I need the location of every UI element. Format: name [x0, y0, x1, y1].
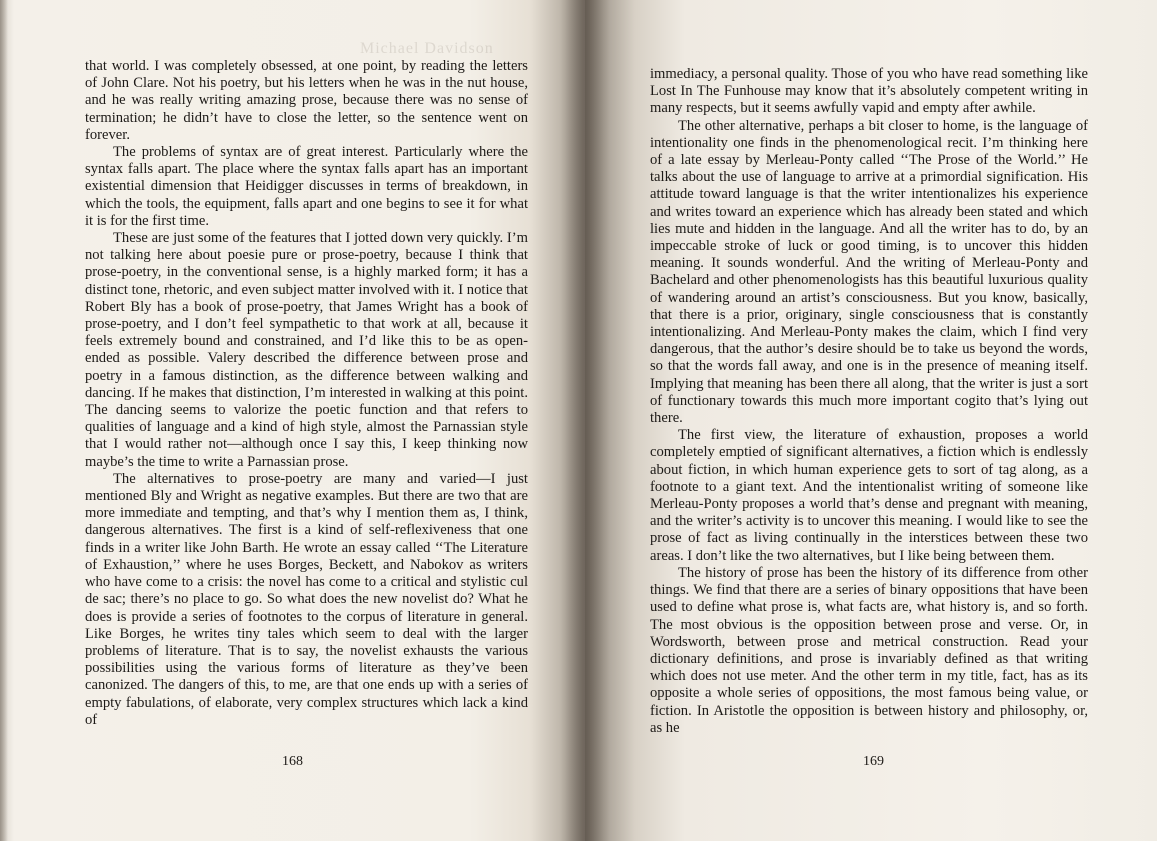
page-edge-shadow [0, 0, 8, 841]
paragraph: immediacy, a personal quality. Those of you who have read something like Lost In The Funhouse may know that it’s absolutely competent writing in many respects, but it seems awfully vapid and empty after awhile. [650, 66, 1088, 117]
paragraph: The history of prose has been the history of its difference from other things. We find that there are a series of binary oppositions that have been used to define what prose is, what facts are, what history is, and so forth. The most obvious is the opposition between prose and verse. Or, in Wordsworth, between prose and metrical construction. Read your dictionary definitions, and prose is invariably defined as that writing which does not use meter. And the other term in my title, fact, has as its opposite a whole series of oppositions, the most famous being value, or fiction. In Aristotle the opposition is between history and philosophy, or, as he [650, 564, 1088, 736]
right-page [585, 0, 1157, 841]
left-page-text [85, 58, 528, 729]
paragraph: The problems of syntax are of great interest. Particularly where the syntax falls apart. The place where the syntax falls apart has an important existential dimension that Heidigger discusses in terms of breakdown, in which the tools, the equipment, falls apart and one begins to see it for what it is for the first time. [85, 144, 528, 229]
page-number: 169 [863, 754, 884, 769]
paragraph: These are just some of the features that I jotted down very quickly. I’m not talking here about poesie pure or prose-poetry, because I think that prose-poetry, in the conventional sense, is a highly marked form; it has a distinct tone, rhetoric, and even subject matter involved with it. I notice that Robert Bly has a book of prose-poetry, that James Wright has a book of prose-poetry, and I don’t feel sympathetic to that work at all, because it feels extremely bound and constrained, and I’d like this to be as open-ended as possible. Valery described the difference between prose and poetry in a famous distinction, as the difference between walking and dancing. If he makes that distinction, I’m interested in walking at this point. The dancing seems to valorize the poetic function and that refers to qualities of language and a kind of high style, almost the Parnassian style that I would rather not—although once I say this, I keep thinking now maybe’s the time to write a Parnassian prose. [85, 230, 528, 470]
paragraph: The first view, the literature of exhaustion, proposes a world completely emptied of significant alternatives, a fiction which is endlessly about fiction, in which human experience gets to sort of tag along, as a footnote to a giant text. And the intentionalist writing of someone like Merleau-Ponty proposes a world that’s dense and pregnant with meaning, and the writer’s activity is to uncover this meaning. I would like to see the prose of fact as living continually in the interstices between these two areas. I don’t like the two alternatives, but I like being between them. [650, 427, 1088, 564]
paragraph: The other alternative, perhaps a bit closer to home, is the language of intentionality one finds in the phenomenological recit. I’m thinking here of a late essay by Merleau-Ponty called ‘‘The Prose of the World.’’ He talks about the use of language to arrive at a primordial signification. His attitude toward language is that the writer intentionalizes his experience and writes toward an experience which has already been stated and which lies mute and hidden in the language. And all the writer has to do, by an impeccable stroke of luck or good timing, is to uncover this hidden meaning. It sounds wonderful. And the writing of Merleau-Ponty and Bachelard and other phenomenologists has this beautiful luxurious quality of wandering around an artist’s consciousness. But you know, basically, that there is a prior, originary, single consciousness that is constantly intentionalizing. And Merleau-Ponty makes the claim, which I find very dangerous, that the author’s desire should be to take us beyond the words, so that the words fall away, and one is in the presence of meaning itself. Implying that meaning has been there all along, that the writer is just a sort of functionary towards this much more important cogito that’s lying out there. [650, 117, 1088, 427]
paragraph: that world. I was completely obsessed, at one point, by reading the letters of John Clare. Not his poetry, but his letters when he was in the nut house, and he was really writing amazing prose, because there was no sense of termination; he didn’t have to close the letter, so the sentence went on forever. [85, 58, 528, 143]
paragraph: The alternatives to prose-poetry are many and varied—I just mentioned Bly and Wright as negative examples. But there are two that are more immediate and tempting, and that’s why I mention them as, I think, dangerous alternatives. The first is a kind of self-reflexiveness that one finds in a writer like John Barth. He wrote an essay called ‘‘The Literature of Exhaustion,’’ where he uses Borges, Beckett, and Nabokov as writers who have come to a crisis: the novel has come to a critical and stylistic cul de sac; there’s no place to go. So what does the new novelist do? What he does is provide a series of footnotes to the corpus of literature in general. Like Borges, he writes tiny tales which seem to deal with the larger problems of literature. That is to say, the novelist exhausts the various possibilities using the various forms of literature as they’ve been canonized. The dangers of this, to me, are that one ends up with a series of empty fabulations, of elaborate, very complex structures which lack a kind of [85, 470, 528, 728]
running-head: Michael Davidson [360, 40, 494, 57]
right-page-text [650, 66, 1088, 737]
page-number: 168 [282, 754, 303, 769]
